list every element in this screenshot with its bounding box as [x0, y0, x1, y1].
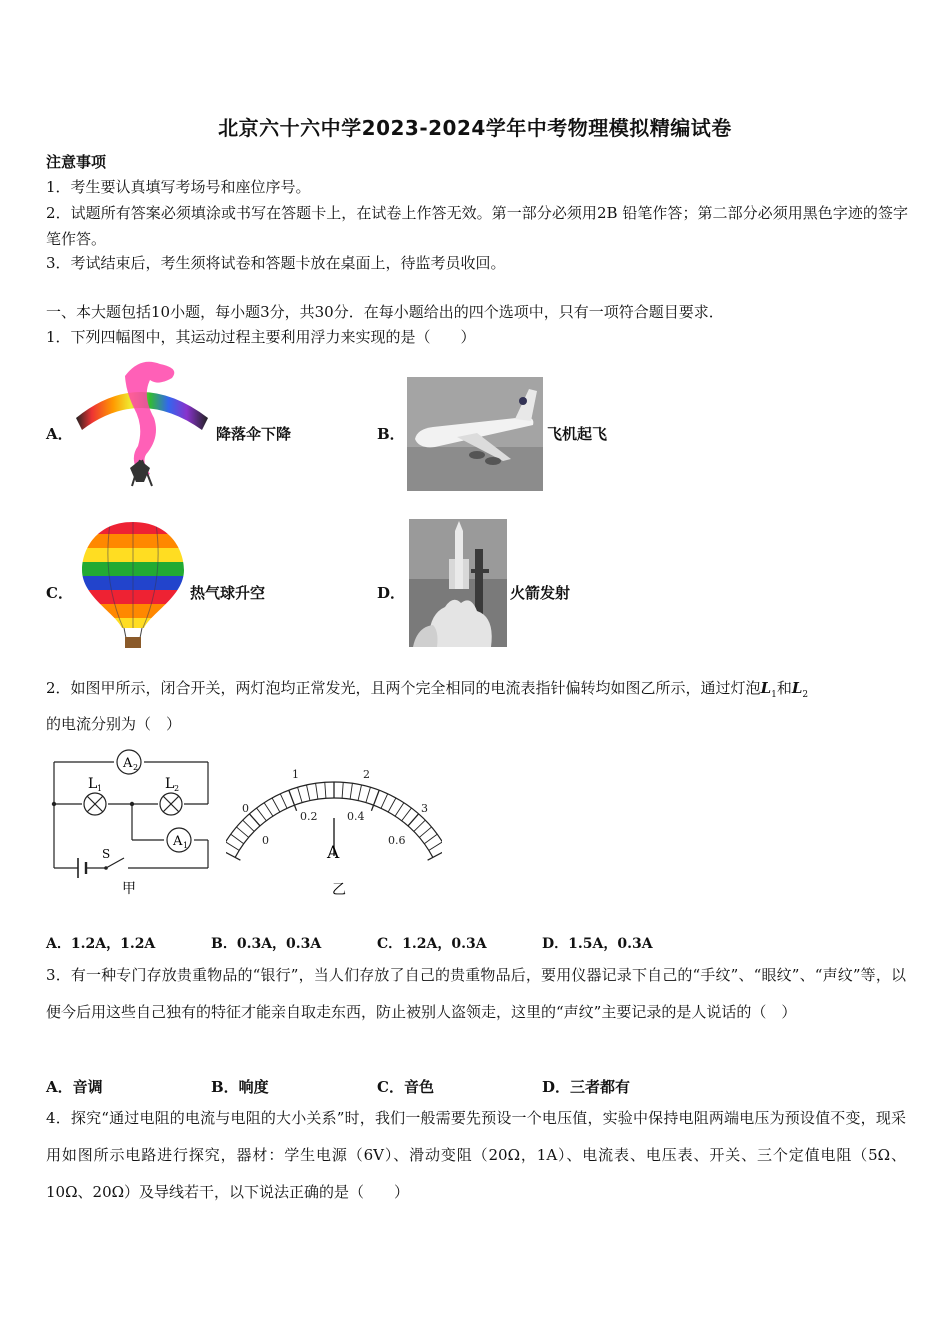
q1-option-a-text: 降落伞下降	[216, 425, 292, 443]
notice-item-2: 2．试题所有答案必须填涂或书写在答题卡上，在试卷上作答无效。第一部分必须用2B 铅笔作答；第二部分必须用黑色字迹的签字笔作答。	[46, 204, 908, 248]
ammeter-a2-label: A	[123, 756, 133, 771]
q3-choice-c: C．音色	[377, 1078, 434, 1096]
q2-and: 和	[776, 679, 792, 697]
q4-stem: 4．探究“通过电阻的电流与电阻的大小关系”时，我们一般需要先预设一个电压值，实验中保持电阻两端电压为预设值不变，现采用如图所示电路进行探究，器材：学生电源（6V）、滑动变阻（20Ω，1A）、电流表、电压表、开关、三个定值电阻（5Ω、10Ω、20Ω）及导线若干，以下说法正确的是（ ）	[46, 1109, 906, 1201]
airplane-image	[407, 377, 543, 491]
lamp-l2-sub: 2	[174, 784, 180, 793]
q1-option-b-letter: B．	[377, 425, 405, 443]
q3-choice-a: A．音调	[46, 1078, 103, 1096]
ammeter-a2-sub: 2	[133, 763, 139, 772]
dial-top-tick-2: 2	[363, 768, 370, 781]
dial-top-tick-1: 1	[292, 768, 299, 781]
q2-choice-b: B．0.3A，0.3A	[211, 936, 322, 952]
rocket-launch-image	[409, 519, 507, 647]
lamp-l2-label: L	[165, 776, 175, 792]
dial-tick	[402, 808, 412, 821]
q1-option-c-text: 热气球升空	[190, 584, 266, 602]
dial-tick	[358, 785, 361, 801]
dial-tick	[272, 798, 280, 812]
q2-stem-text: 2．如图甲所示，闭合开关，两灯泡均正常发光，且两个完全相同的电流表指针偏转均如图乙所示，通过灯泡	[46, 679, 761, 697]
hot-air-balloon-image	[80, 520, 186, 650]
dial-tick	[366, 787, 371, 802]
q1-option-b-text: 飞机起飞	[547, 425, 608, 443]
dial-tick	[264, 803, 273, 816]
circuit-caption: 甲	[122, 881, 136, 896]
dial-tick	[237, 827, 249, 837]
dial-tick	[388, 798, 396, 812]
dial-top-tick-3: 3	[421, 802, 428, 815]
q3-stem: 3．有一种专门存放贵重物品的“银行”，当人们存放了自己的贵重物品后，要用仪器记录下自己的“手纹”、“眼纹”、“声纹”等，以便今后用这些自己独有的特征才能亲自取走东西，防止被别人盗领走，这里的“声纹”主要记录的是人说话的（ ）	[46, 966, 906, 1021]
dial-tick	[249, 814, 260, 826]
dial-unit-label: A	[327, 843, 340, 863]
q1-option-c-letter: C．	[46, 584, 73, 602]
q3-choice-d: D．三者都有	[542, 1078, 631, 1096]
ammeter-a1-sub: 1	[183, 841, 189, 850]
q2-stem-part-2: 的电流分别为（ ）	[46, 715, 182, 733]
dial-tick	[419, 827, 431, 837]
q1-option-d-letter: D．	[377, 584, 406, 602]
notice-heading: 注意事项	[46, 153, 107, 171]
dial-tick	[307, 785, 310, 801]
dial-tick	[289, 790, 297, 811]
notice-item-3: 3．考试结束后，考生须将试卷和答题卡放在桌面上，待监考员收回。	[46, 254, 506, 272]
dial-tick	[316, 783, 318, 799]
dial-bottom-tick-1: 0.2	[300, 810, 318, 823]
page-title: 北京六十六中学2023-2024学年中考物理模拟精编试卷	[218, 116, 732, 140]
dial-caption: 乙	[332, 882, 346, 898]
dial-tick	[325, 782, 326, 798]
dial-tick	[414, 820, 425, 831]
q2-stem-part-1	[46, 678, 808, 705]
dial-tick	[408, 814, 419, 826]
dial-tick	[381, 794, 388, 809]
dial-tick	[231, 834, 244, 843]
circuit-diagram	[44, 746, 224, 896]
section-1-header: 一、本大题包括10小题，每小题3分，共30分．在每小题给出的四个选项中，只有一项符合题目要求．	[46, 303, 724, 321]
dial-tick	[243, 820, 254, 831]
dial-tick	[429, 842, 442, 851]
q2-l2: L	[791, 679, 803, 697]
q2-l2-sub: 2	[802, 690, 809, 700]
lamp-l1-sub: 1	[97, 784, 103, 793]
dial-tick	[424, 834, 437, 843]
dial-tick	[257, 808, 267, 821]
dial-top-tick-0: 0	[242, 802, 249, 815]
q2-l1: L	[760, 679, 772, 697]
parachute-image	[70, 356, 212, 492]
lamp-l1-label: L	[88, 776, 98, 792]
notice-item-1: 1．考生要认真填写考场号和座位序号。	[46, 178, 311, 196]
q2-choice-d: D．1.5A，0.3A	[542, 936, 653, 952]
dial-bottom-tick-2: 0.4	[347, 810, 365, 823]
dial-tick	[342, 782, 343, 798]
q2-choice-c: C．1.2A，0.3A	[377, 936, 487, 952]
dial-tick	[226, 842, 239, 851]
dial-tick	[350, 783, 352, 799]
q2-choice-a: A．1.2A，1.2A	[46, 936, 156, 952]
switch-label: S	[102, 847, 111, 861]
dial-tick	[298, 787, 303, 802]
ammeter-a1-label: A	[173, 834, 183, 849]
dial-bottom-tick-0: 0	[262, 834, 269, 847]
q3-choice-b: B．响度	[211, 1078, 269, 1096]
q1-option-d-text: 火箭发射	[510, 584, 571, 602]
dial-tick	[280, 794, 287, 809]
dial-bottom-tick-3: 0.6	[388, 834, 406, 847]
q2-l1-sub: 1	[771, 690, 777, 700]
dial-tick	[395, 803, 404, 816]
q1-stem: 1．下列四幅图中，其运动过程主要利用浮力来实现的是（ ）	[46, 328, 476, 346]
q1-option-a-letter: A．	[46, 425, 73, 443]
dial-tick	[371, 790, 379, 811]
ammeter-dial	[226, 760, 442, 900]
